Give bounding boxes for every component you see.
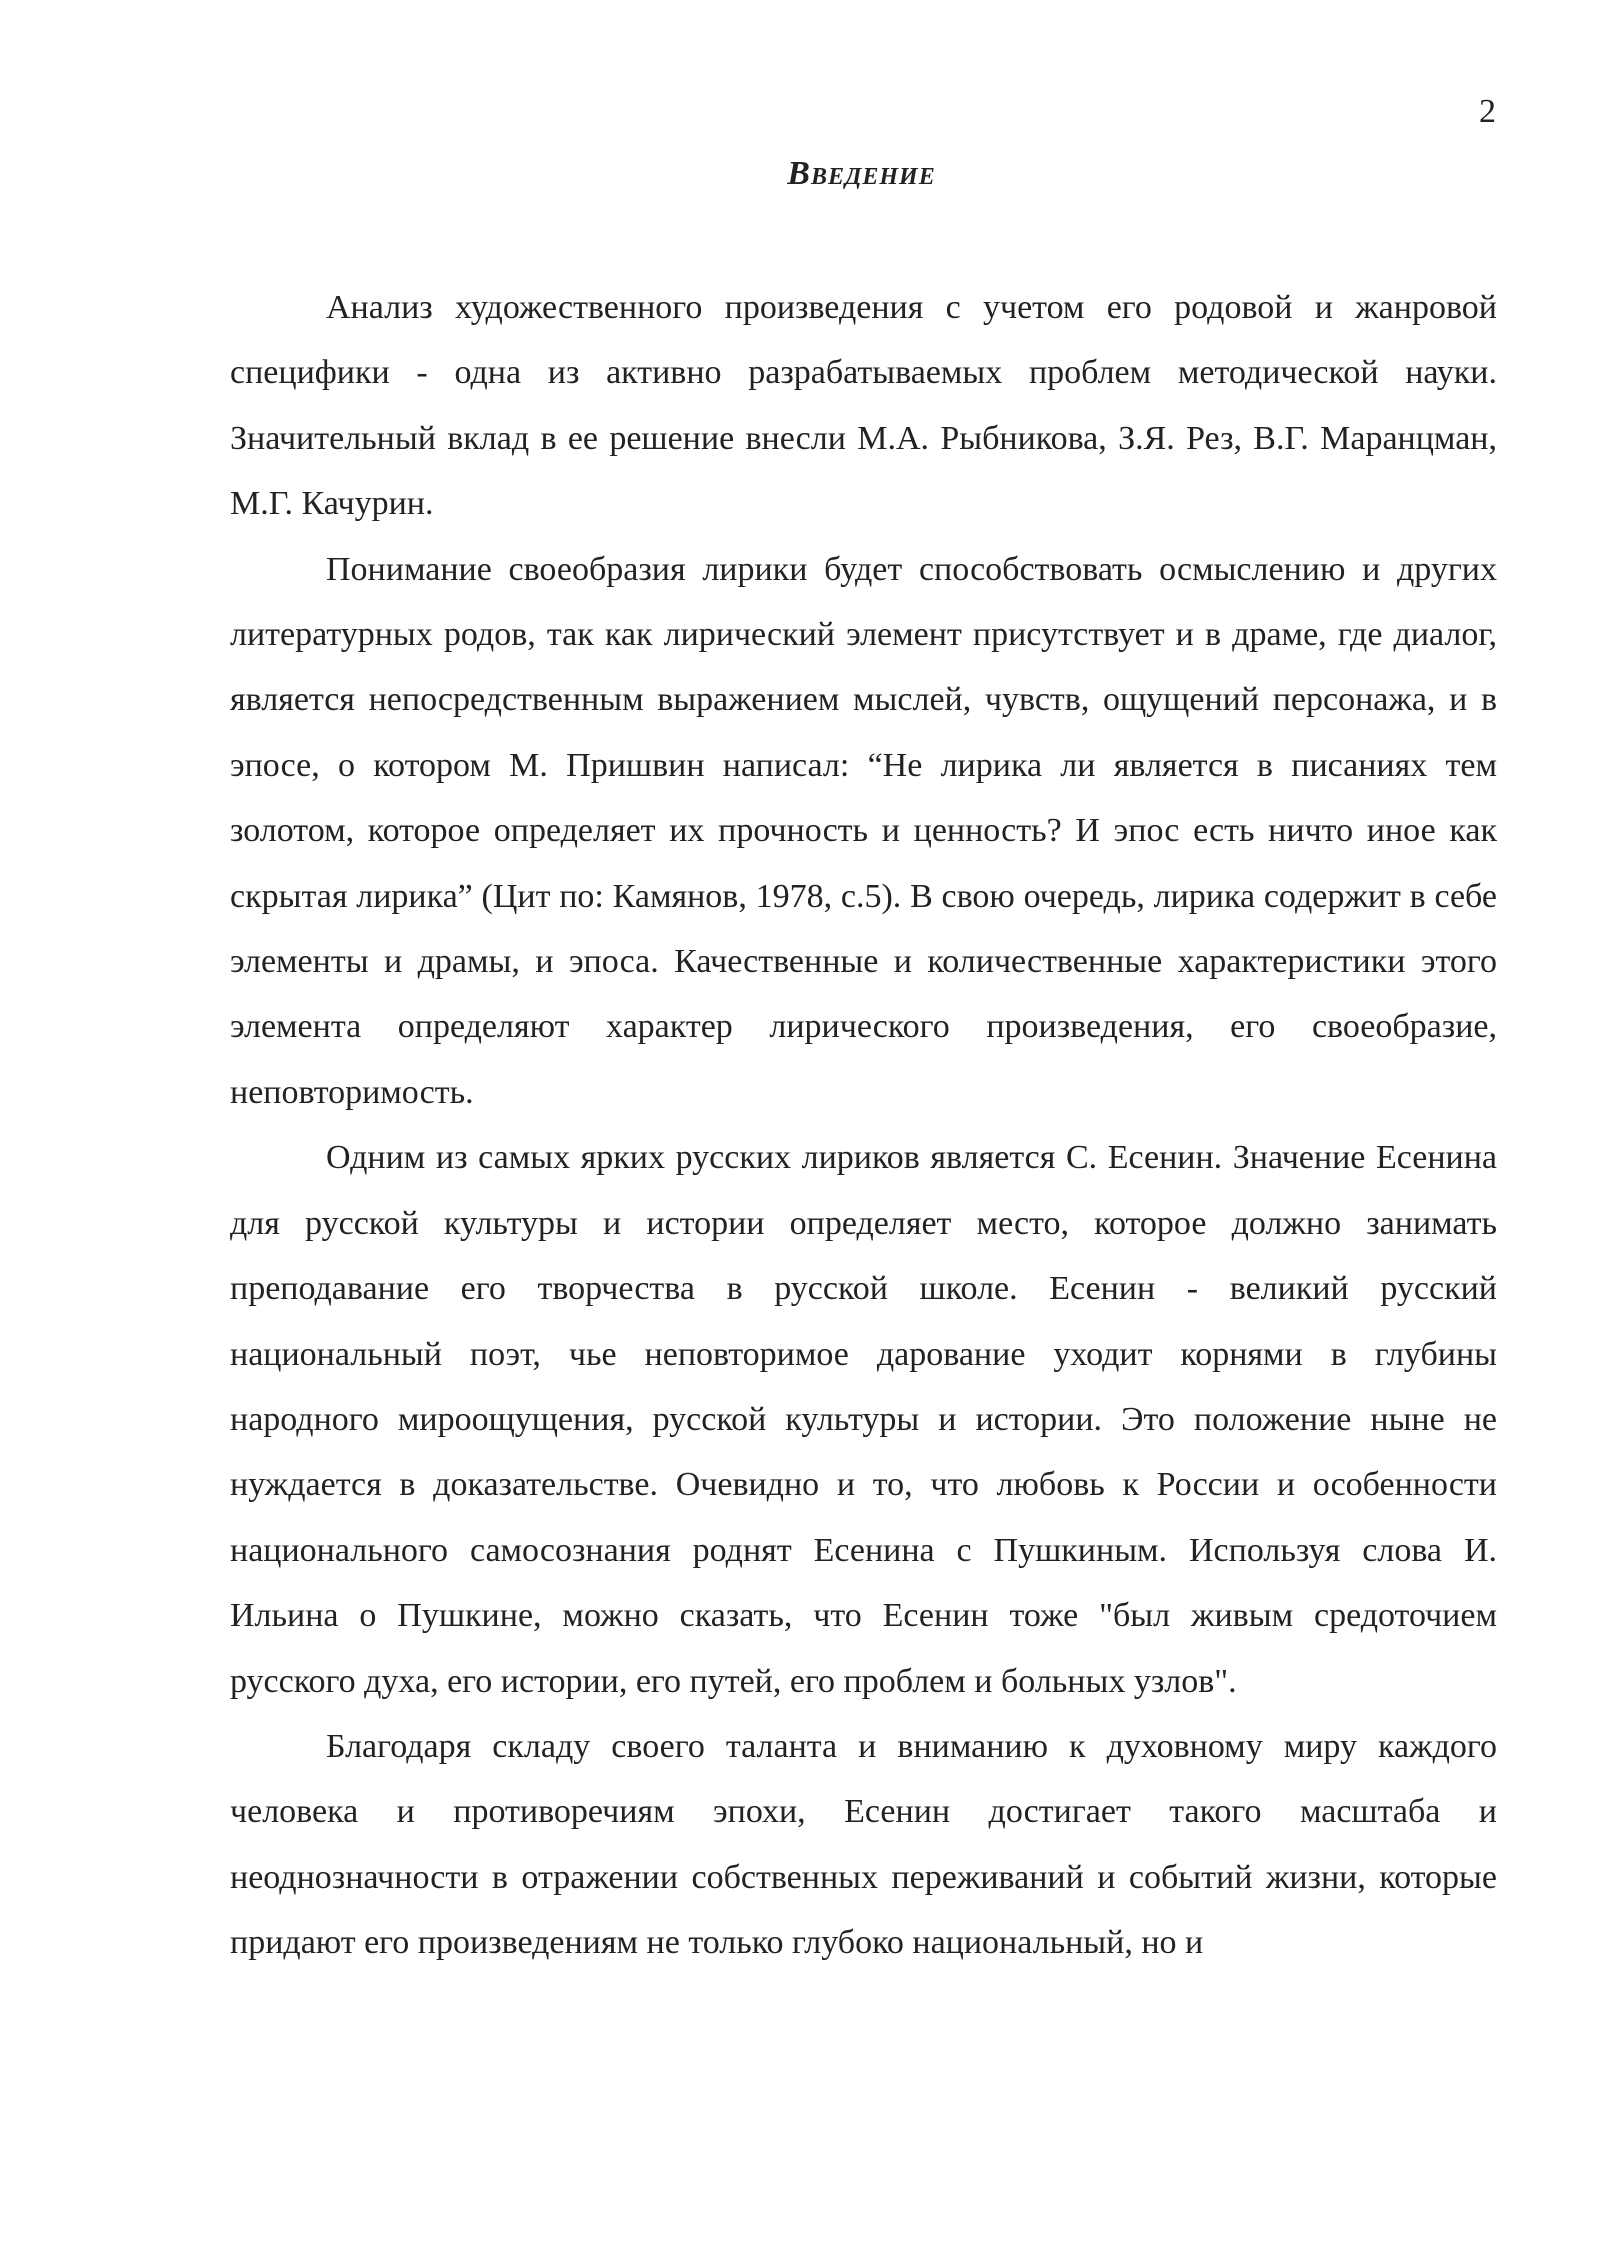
page-number: 2 bbox=[1479, 93, 1496, 130]
paragraph: Анализ художественного произведения с учетом его родовой и жанровой специфики - одна из активно разрабатываемых проблем методической науки. Значительный вклад в ее решение внесли М.А. Рыбникова, З.Я. Рез, В.Г. Маранцман, М.Г. Качурин. bbox=[230, 289, 1497, 523]
paragraph: Одним из самых ярких русских лириков является С. Есенин. Значение Есенина для русской культуры и истории определяет место, которое должно занимать преподавание его творчества в русской школе. Есенин - великий русский национальный поэт, чье неповторимое дарование уходит корнями в глубины народного мироощущения, русской культуры и истории. Это положение ныне не нуждается в доказательстве. Очевидно и то, что любовь к России и особенности национального самосознания роднят Есенина с Пушкиным. Используя слова И. Ильина о Пушкине, можно сказать, что Есенин тоже "был живым средоточием русского духа, его истории, его путей, его проблем и больных узлов". bbox=[230, 1139, 1497, 1700]
paragraph: Благодаря складу своего таланта и вниманию к духовному миру каждого человека и противоречиям эпохи, Есенин достигает такого масштаба и неоднозначности в отражении собственных переживаний и событий жизни, которые придают его произведениям не только глубоко национальный, но и bbox=[230, 1727, 1497, 1962]
paragraph: Понимание своеобразия лирики будет способствовать осмыслению и других литературных родов, так как лирический элемент присутствует и в драме, где диалог, является непосредственным выражением мыслей, чувств, ощущений персонажа, и в эпосе, о котором М. Пришвин написал: “Не лирика ли является в писаниях тем золотом, которое определяет их прочность и ценность? И эпос есть ничто иное как скрытая лирика” (Цит по: Камянов, 1978, с.5). В свою очередь, лирика содержит в себе элементы и драмы, и эпоса. Качественные и количественные характеристики этого элемента определяют характер лирического произведения, его своеобразие, неповторимость. bbox=[230, 550, 1497, 1111]
body-text bbox=[230, 275, 1497, 1976]
section-heading: Введение bbox=[787, 155, 936, 192]
